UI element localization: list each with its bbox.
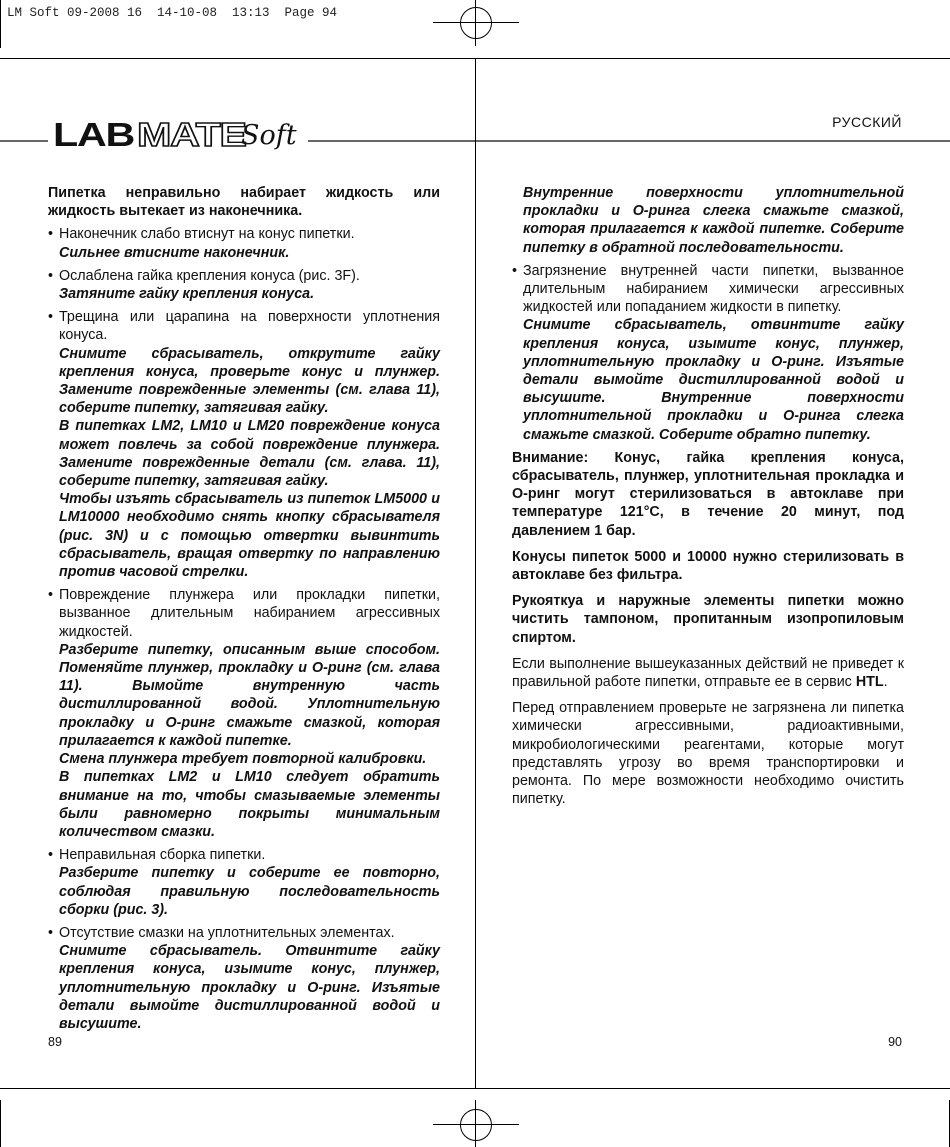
service-paragraph: Если выполнение вышеуказанных действий не приведет к правильной работе пипетки, отправьте ее в сервис HTL. — [512, 655, 904, 691]
printer-slug: LM Soft 09-2008 16 14-10-08 13:13 Page 94 — [7, 6, 338, 20]
labmate-soft-logo — [45, 108, 315, 156]
bullet-icon: • — [48, 309, 54, 326]
list-item — [48, 267, 440, 303]
item-cause: Наконечник слабо втиснут на конус пипетки. — [59, 226, 355, 243]
item-cause: Отсутствие смазки на уплотнительных элементах. — [59, 924, 395, 941]
bullet-icon: • — [48, 226, 54, 243]
logo-part-lab: LAB — [53, 116, 135, 153]
right-page-column — [512, 184, 904, 817]
list-item — [48, 225, 440, 261]
item-action: В пипетках LM2 и LM10 следует обратить внимание на то, чтобы смазываемые элементы были равномерно покрыты минимальным количеством смазки. — [59, 769, 440, 840]
item-action: Разберите пипетку и соберите ее повторно, соблюдая правильную последовательность сборки (рис. 3). — [59, 865, 440, 918]
htl-brand: HTL — [855, 674, 884, 691]
page-number-left: 89 — [48, 1035, 62, 1049]
bullet-icon: • — [48, 587, 54, 604]
cleaning-note: Рукояткуа и наружные элементы пипетки можно чистить тампоном, пропитанным изопропиловым спиртом. — [512, 593, 904, 646]
item-action: Затяните гайку крепления конуса. — [59, 286, 315, 303]
item-action: Сильнее втисните наконечник. — [59, 244, 290, 261]
bullet-icon: • — [48, 924, 54, 941]
bullet-icon: • — [48, 267, 54, 284]
bullet-icon: • — [48, 847, 54, 864]
list-item — [48, 846, 440, 919]
crop-mark-top-left-v — [0, 0, 1, 48]
list-item — [48, 924, 440, 1033]
center-fold-line — [475, 58, 476, 1088]
logo-part-mate: MATE — [137, 116, 246, 153]
list-item — [512, 262, 904, 444]
left-page-column — [48, 184, 440, 1038]
item-action: Снимите сбрасыватель, отвинтите гайку крепления конуса, изымите конус, плунжер, уплотнительную прокладку и O-ринг. Изъятые детали вымойте дистиллированной водой и высушите. Внутренние поверхности уплотнительной прокладки и O-ринга слегка смажьте смазкой. Соберите обратно пипетку. — [523, 317, 904, 443]
page-number-right: 90 — [888, 1035, 902, 1049]
item-action: Разберите пипетку, описанным выше способом. Поменяйте плунжер, прокладку и O-ринг (см. глава 11). Вымойте внутренную часть дистиллированной водой. Уплотнительную прокладку и O-ринг смажьте смазкой, которая прилагается к каждой пипетке. — [59, 641, 440, 749]
bullet-icon: • — [512, 262, 518, 279]
registration-mark-bottom — [460, 1109, 492, 1141]
item-action: Смена плунжера требует повторной калибровки. — [59, 751, 427, 768]
continued-action: Внутренние поверхности уплотнительной прокладки и O-ринга слегка смажьте смазкой, которая прилагается к каждой пипетке. Соберите пипетку в обратной последовательности. — [523, 185, 904, 256]
list-item — [48, 308, 440, 581]
item-action: Снимите сбрасыватель. Отвинтите гайку крепления конуса, изымите конус, плунжер, уплотнительную прокладку и O-ринг. Изъятые детали вымойте дистиллированной водой и высушите. — [59, 943, 440, 1032]
item-cause: Неправильная сборка пипетки. — [59, 847, 266, 864]
item-cause: Ослаблена гайка крепления конуса (рис. 3F). — [59, 267, 360, 284]
shipping-paragraph: Перед отправлением проверьте не загрязнена ли пипетка химически агрессивными, радиоактивными, микробиологическими реагентами, которые могут представлять угрозу во время транспортировки и ремонта. По мере возможности необходимо очистить пипетку. — [512, 700, 904, 808]
attention-paragraph: Внимание: Конус, гайка крепления конуса, сбрасыватель, плунжер, уплотнительная прокладка и O-ринг могут стерилизоваться в автоклаве при температуре 121°C, в течение 20 минут, под давлением 1 бар. — [512, 449, 904, 539]
header-rule-left-b — [308, 140, 475, 142]
item-action: Снимите сбрасыватель, открутите гайку крепления конуса, проверьте конус и плунжер. Замените поврежденные элементы (см. глава 11), соберите пипетку, затягивая гайку. — [59, 345, 440, 417]
header-rule-right — [476, 140, 950, 142]
item-cause: Загрязнение внутренней части пипетки, вызванное длительным набиранием химически агрессивных жидкостей или попаданием жидкости в пипетку. — [523, 262, 904, 316]
list-item — [48, 586, 440, 841]
item-cause: Повреждение плунжера или прокладки пипетки, вызванное длительным набиранием агрессивных жидкостей. — [59, 587, 440, 640]
sterilization-note: Конусы пипеток 5000 и 10000 нужно стерилизовать в автоклаве без фильтра. — [512, 548, 904, 584]
item-cause: Трещина или царапина на поверхности уплотнения конуса. — [59, 309, 440, 344]
item-action: Чтобы изъять сбрасыватель из пипеток LM5000 и LM10000 необходимо снять кнопку сбрасывателя (рис. 3N) и с помощью отвертки вывинтить сбрасыватель, вращая отвертку по направлению против часовой стрелки. — [59, 491, 440, 581]
bottom-border-line — [0, 1088, 950, 1089]
crop-mark-bottom-left-v — [0, 1100, 1, 1147]
logo-part-soft: Soft — [241, 120, 297, 151]
section-heading: Пипетка неправильно набирает жидкость или жидкость вытекает из наконечника. — [48, 185, 440, 220]
item-action: В пипетках LM2, LM10 и LM20 повреждение конуса может повлечь за собой повреждение плунжера. Замените поврежденные детали (см. глава. 11), соберите пипетку, затягивая гайку. — [59, 418, 440, 490]
header-rule-left-a — [0, 140, 48, 142]
registration-mark-top — [460, 7, 492, 39]
language-label: РУССКИЙ — [832, 114, 902, 130]
